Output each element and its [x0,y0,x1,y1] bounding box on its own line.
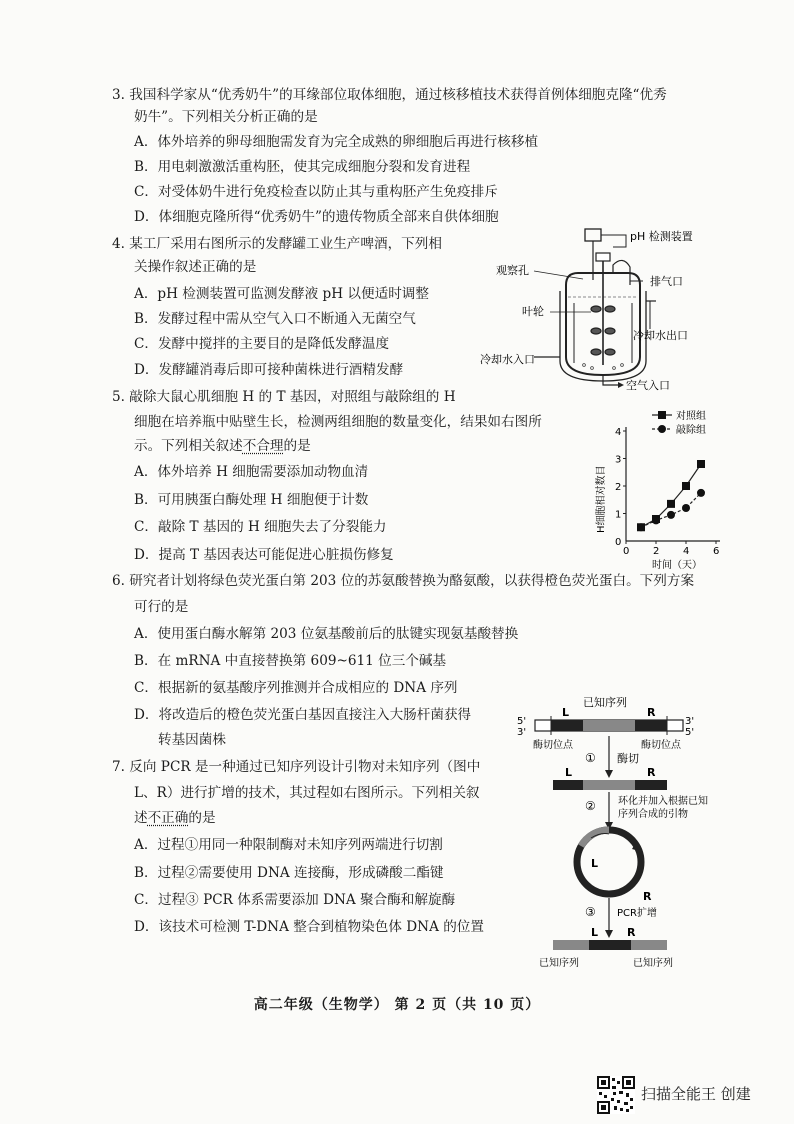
impeller-label: 叶轮 [522,305,544,318]
step3-marker: ③ [585,905,596,919]
known-seq-label-top: 已知序列 [583,696,627,709]
q5-option-d: D．提高 T 基因表达可能促进心脏损伤修复 [134,547,394,563]
circle-R: R [643,890,652,903]
q4-option-a: A．pH 检测装置可监测发酵液 pH 以便适时调整 [134,286,429,302]
legend-marker [658,411,666,419]
top-5end-right: 5' [685,727,695,738]
top-5end: 5' [517,716,527,727]
legend-label: 敲除组 [676,425,706,436]
q7-stem-line2: L、R）进行扩增的技术，其过程如右图所示。下列相关叙 [134,785,480,801]
step1-label: 酶切 [617,752,639,765]
q6-stem-line2: 可行的是 [134,599,189,615]
q4-option-c: C．发酵中搅拌的主要目的是降低发酵温度 [134,336,390,352]
y-tick-label: 1 [615,509,622,521]
scanner-watermark: 扫描全能王 创建 [641,1085,751,1103]
q3-stem-line1: 3. 我国科学家从“优秀奶牛”的耳缘部位取体细胞，通过核移植技术获得首例体细胞克隆“优秀 [112,87,667,103]
q7-option-c: C．过程③ PCR 体系需要添加 DNA 聚合酶和解旋酶 [134,892,456,908]
fermenter-diagram [478,225,708,395]
q4-stem-line1: 4. 某工厂采用右图所示的发酵罐工业生产啤酒，下列相 [112,236,442,252]
frag-L: L [565,766,573,779]
coolant-in-label: 冷却水入口 [480,353,535,366]
top-R: R [647,706,656,719]
q5-option-c: C．敲除 T 基因的 H 细胞失去了分裂能力 [134,519,387,535]
y-axis-label: H细胞相对数目 [596,465,607,533]
q5-stem-line1: 5. 敲除大鼠心肌细胞 H 的 T 基因，对照组与敲除组的 H [112,389,456,405]
q7-option-d: D．该技术可检测 T-DNA 整合到植物染色体 DNA 的位置 [134,919,484,935]
q7-option-a: A．过程①用同一种限制酶对未知序列两端进行切割 [134,837,443,853]
cut-site-right: 酶切位点 [641,740,681,751]
data-point-knockout [652,516,660,524]
known-seq-right: 已知序列 [633,958,673,969]
data-point-knockout [682,504,690,512]
step1-marker: ① [585,751,596,765]
q5-option-a: A．体外培养 H 细胞需要添加动物血清 [134,464,369,480]
data-point-knockout [667,511,675,519]
legend-label: 对照组 [676,411,706,422]
q6-option-d-cont: 转基因菌株 [158,732,226,748]
q5-stem-line3: 示。下列相关叙述不合理的是 [134,438,311,454]
prod-R: R [627,926,636,939]
q4-option-d: D．发酵罐消毒后即可接种菌株进行酒精发酵 [134,362,404,378]
exhaust-label: 排气口 [650,275,683,288]
step2-marker: ② [585,799,596,813]
data-point-control [682,482,690,490]
x-tick-label: 4 [683,546,690,557]
y-tick-label: 4 [615,427,622,438]
q5-stem-line2: 细胞在培养瓶中贴壁生长，检测两组细胞的数量变化，结果如右图所 [134,414,542,430]
air-in-label: 空气入口 [626,379,670,392]
q6-option-d: D．将改造后的橙色荧光蛋白基因直接注入大肠杆菌获得 [134,707,472,723]
top-3end-left: 3' [517,727,527,738]
x-tick-label: 0 [623,546,630,557]
data-point-control [697,460,705,468]
cut-site-left: 酶切位点 [533,740,573,751]
known-seq-left: 已知序列 [539,958,579,969]
q7-option-b: B．过程②需要使用 DNA 连接酶，形成磷酸二酯键 [134,865,444,881]
q3-option-c: C．对受体奶牛进行免疫检查以防止其与重构胚产生免疫排斥 [134,184,498,200]
top-L: L [562,706,570,719]
x-axis-label: 时间（天） [652,560,702,570]
frag-R: R [647,766,656,779]
top-3end-right: 3' [685,716,695,727]
circle-L: L [591,857,599,870]
q4-option-b: B．发酵过程中需从空气入口不断通入无菌空气 [134,311,416,327]
y-tick-label: 2 [615,482,622,493]
y-tick-label: 0 [615,537,622,548]
q5-option-b: B．可用胰蛋白酶处理 H 细胞便于计数 [134,492,369,508]
q4-stem-line2: 关操作叙述正确的是 [134,259,257,275]
y-tick-label: 3 [615,454,622,466]
legend-marker [658,425,666,433]
x-tick-label: 6 [713,546,720,557]
step2-label-2: 序列合成的引物 [618,809,688,820]
x-tick-label: 2 [653,546,660,557]
q3-option-d: D．体细胞克隆所得“优秀奶牛”的遗传物质全部来自供体细胞 [134,209,499,225]
step3-label: PCR扩增 [617,908,657,919]
step2-label-1: 环化并加入根据已知 [618,796,708,807]
q5-emphasis: 不合理 [242,438,284,454]
coolant-out-label: 冷却水出口 [633,329,688,342]
q6-option-c: C．根据新的氨基酸序列推测并合成相应的 DNA 序列 [134,680,458,696]
q7-emphasis: 不正确 [147,810,189,826]
inverse-pcr-diagram [505,694,735,974]
data-point-control [667,500,675,508]
q3-option-b: B．用电刺激激活重构胚，使其完成细胞分裂和发育进程 [134,159,471,175]
cell-count-chart [588,403,733,570]
data-point-knockout [637,523,645,531]
window-label: 观察孔 [496,264,529,277]
q3-stem-line2: 奶牛”。下列相关分析正确的是 [134,109,318,125]
prod-L: L [591,926,599,939]
q3-option-a: A．体外培养的卵母细胞需发育为完全成熟的卵细胞后再进行核移植 [134,134,539,150]
ph-probe-box [585,229,601,241]
qr-code-icon [597,1076,635,1114]
q6-option-b: B．在 mRNA 中直接替换第 609~611 位三个碱基 [134,653,447,669]
q6-option-a: A．使用蛋白酶水解第 203 位氨基酸前后的肽键实现氨基酸替换 [134,626,519,642]
q7-stem-line3: 述不正确的是 [134,810,216,826]
data-point-knockout [697,489,705,497]
q7-stem-line1: 7. 反向 PCR 是一种通过已知序列设计引物对未知序列（图中 [112,759,481,775]
ph-device-label: pH 检测装置 [630,230,693,243]
page-footer: 高二年级（生物学） 第 2 页（共 10 页） [253,997,541,1013]
q6-stem-line1: 6. 研究者计划将绿色荧光蛋白第 203 位的苏氨酸替换为酪氨酸，以获得橙色荧光蛋白。下列方案 [112,573,695,589]
